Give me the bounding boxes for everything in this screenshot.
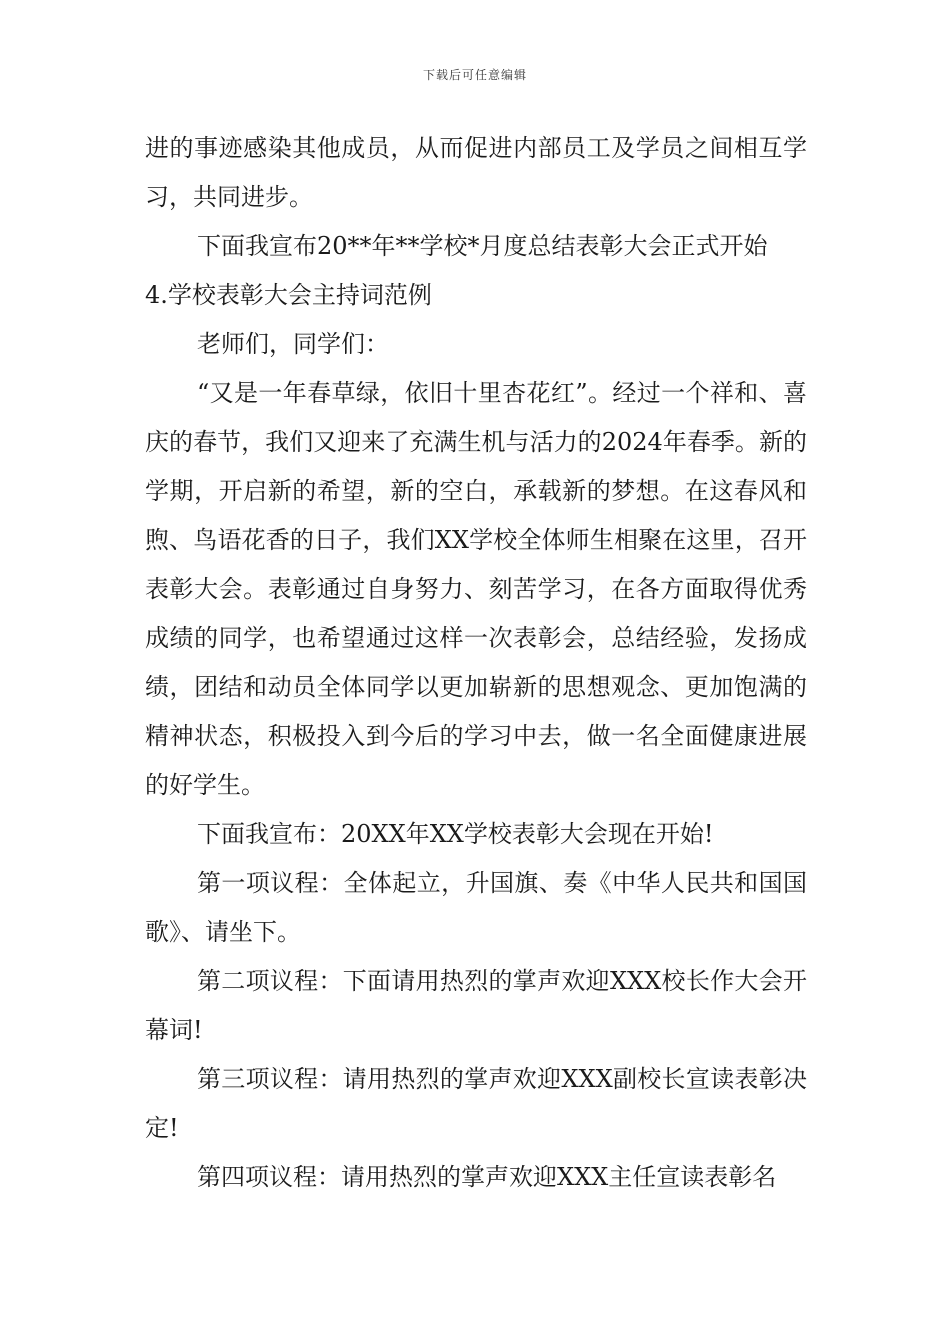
agenda-item-4: 第四项议程：请用热烈的掌声欢迎XXX主任宣读表彰名: [197, 1163, 777, 1191]
paragraph-2: 下面我宣布20**年**学校*月度总结表彰大会正式开始: [197, 232, 768, 260]
agenda-item-2: 第二项议程：下面请用热烈的掌声欢迎XXX校长作大会开幕词!: [145, 967, 807, 1044]
agenda-item-3: 第三项议程：请用热烈的掌声欢迎XXX副校长宣读表彰决定!: [145, 1065, 807, 1142]
paragraph-greeting: 老师们，同学们：: [197, 330, 389, 358]
section-heading: 4.学校表彰大会主持词范例: [145, 281, 432, 309]
document-body: [145, 124, 807, 1202]
page-header: 下载后可任意编辑: [422, 68, 527, 82]
paragraph-1: 进的事迹感染其他成员，从而促进内部员工及学员之间相互学习，共同进步。: [145, 134, 807, 211]
agenda-item-1: 第一项议程：全体起立，升国旗、奏《中华人民共和国国歌》、请坐下。: [145, 869, 807, 946]
paragraph-opening: “又是一年春草绿，依旧十里杏花红”。经过一个祥和、喜庆的春节，我们又迎来了充满生机与活力的2024年春季。新的学期，开启新的希望，新的空白，承载新的梦想。在这春风和煦、鸟语花香的日子，我们XX学校全体师生相聚在这里，召开表彰大会。表彰通过自身努力、刻苦学习，在各方面取得优秀成绩的同学，也希望通过这样一次表彰会，总结经验，发扬成绩，团结和动员全体同学以更加崭新的思想观念、更加饱满的精神状态，积极投入到今后的学习中去，做一名全面健康进展的好学生。: [145, 379, 807, 799]
paragraph-announcement: 下面我宣布：20XX年XX学校表彰大会现在开始!: [197, 820, 714, 848]
